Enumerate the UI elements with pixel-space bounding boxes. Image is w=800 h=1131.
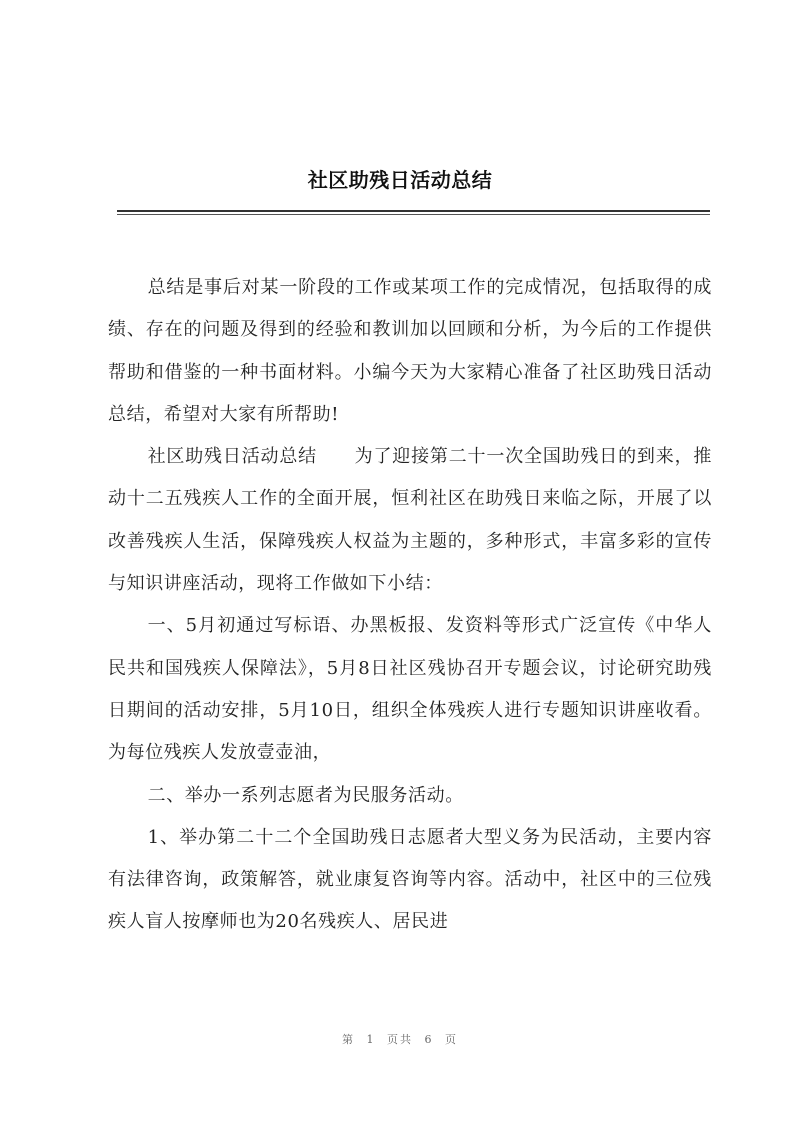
footer-mid: 页共	[387, 1033, 413, 1046]
footer-current-page: 1	[366, 1033, 376, 1046]
title-underline-thin	[117, 214, 710, 215]
document-body	[108, 267, 712, 944]
footer-total-pages: 6	[424, 1033, 434, 1046]
page-footer	[0, 1031, 800, 1047]
footer-suffix: 页	[445, 1033, 458, 1046]
paragraph-item-one: 1、举办第二十二个全国助残日志愿者大型义务为民活动，主要内容有法律咨询，政策解答，就业康复咨询等内容。活动中，社区中的三位残疾人盲人按摩师也为20名残疾人、居民进	[108, 826, 712, 933]
document-title: 社区助残日活动总结	[307, 168, 493, 192]
paragraph-section-one: 一、5月初通过写标语、办黑板报、发资料等形式广泛宣传《中华人民共和国残疾人保障法》，5月8日社区残协召开专题会议，讨论研究助残日期间的活动安排，5月10日，组织全体残疾人进行专题知识讲座收看。为每位残疾人发放壹壶油，	[108, 615, 712, 764]
title-underline	[117, 210, 710, 212]
paragraph-section-two: 二、举办一系列志愿者为民服务活动。	[147, 784, 464, 806]
paragraph-intro: 总结是事后对某一阶段的工作或某项工作的完成情况，包括取得的成绩、存在的问题及得到的经验和教训加以回顾和分析，为今后的工作提供帮助和借鉴的一种书面材料。小编今天为大家精心准备了社区助残日活动总结，希望对大家有所帮助!	[108, 277, 712, 425]
footer-prefix: 第	[342, 1033, 355, 1046]
paragraph-overview: 社区助残日活动总结 为了迎接第二十一次全国助残日的到来，推动十二五残疾人工作的全面开展，恒利社区在助残日来临之际，开展了以改善残疾人生活，保障残疾人权益为主题的，多种形式，丰富多彩的宣传与知识讲座活动，现将工作做如下小结：	[108, 446, 712, 595]
